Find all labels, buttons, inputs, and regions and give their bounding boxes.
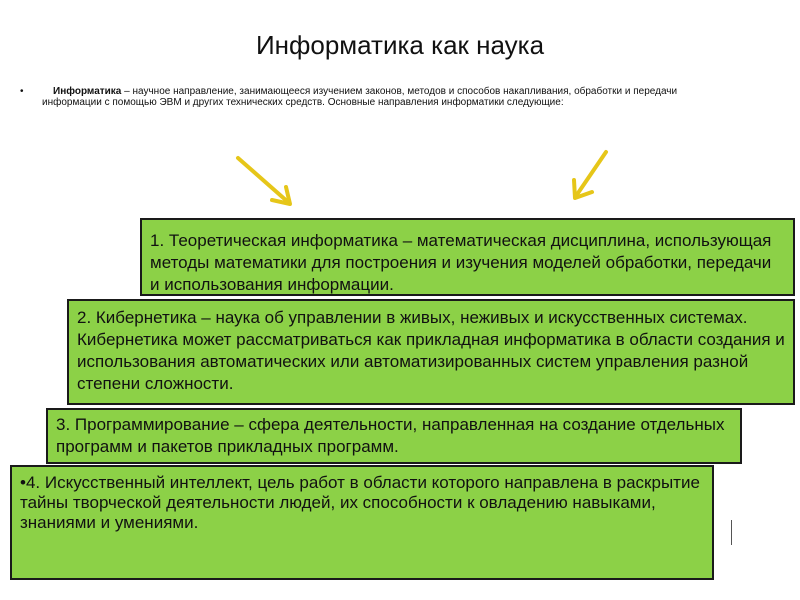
area-text: •4. Искусственный интеллект, цель работ в области которого направлена в раскрытие тайны творческой деятельности людей, их способности к овладению навыками, знаниями и умениями. [20,473,700,532]
area-box-cybernetics [67,299,795,405]
slide-title: Информатика как наука [255,30,545,60]
intro-definition: – научное направление, занимающееся изучением законов, методов и способов накапливания, обработки и передачи информации с помощью ЭВМ и других технических средств. Основные направления информатики следующие: [42,86,678,108]
area-box-programming [46,408,742,464]
intro-text [42,86,710,108]
bullet-marker: • [20,86,24,97]
area-text: 2. Кибернетика – наука об управлении в живых, неживых и искусственных системах. Кибернетика может рассматриваться как прикладная информатика в области создания и использования автоматических или автоматизированных систем управления разной степени сложности. [77,308,785,393]
area-box-artificial-intelligence [10,465,714,580]
divider-mark [731,520,732,545]
arrow-down-left-icon [566,146,616,204]
area-text: 1. Теоретическая информатика – математическая дисциплина, использующая методы математики для построения и изучения моделей обработки, передачи и использования информации. [150,231,772,294]
area-text: 3. Программирование – сфера деятельности, направленная на создание отдельных программ и пакетов прикладных программ. [56,415,725,456]
area-box-theoretical-informatics [140,218,795,296]
arrow-down-right-icon [230,150,300,212]
intro-paragraph [20,86,710,108]
intro-lead-term: Информатика [53,86,122,97]
